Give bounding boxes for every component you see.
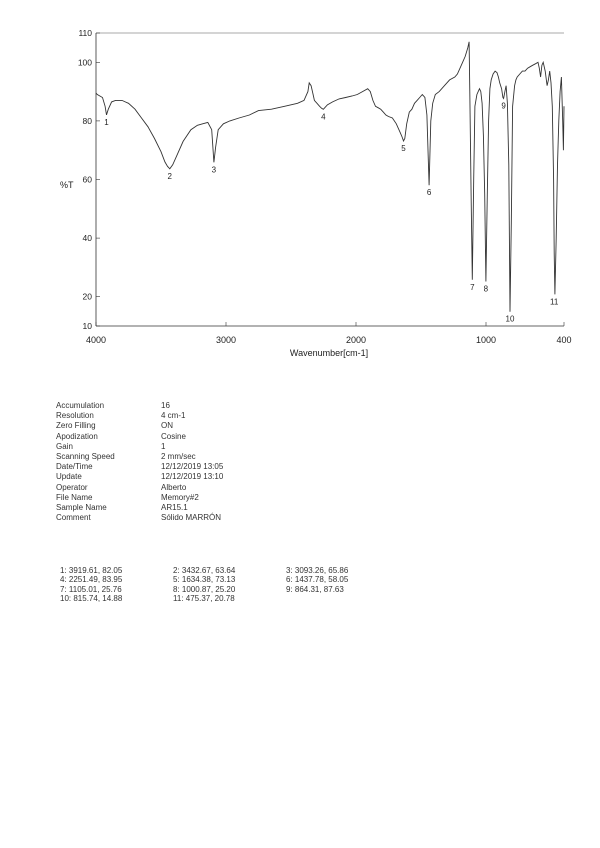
parameter-row — [56, 411, 223, 421]
peak-list-item: 3: 3093.26, 65.86 — [286, 566, 349, 575]
peak-label: 10 — [505, 314, 515, 324]
y-tick-label: 10 — [82, 321, 92, 331]
peak-labels — [104, 102, 559, 324]
peak-label: 4 — [321, 112, 326, 122]
peak-label: 9 — [501, 101, 506, 111]
chart-ticks — [78, 28, 572, 345]
parameter-label: Accumulation — [56, 401, 105, 410]
peak-list-item: 2: 3432.67, 63.64 — [173, 566, 236, 575]
parameter-row — [56, 452, 223, 462]
y-tick-label: 40 — [82, 233, 92, 244]
x-tick-label: 3000 — [215, 335, 237, 345]
peak-list-item: 7: 1105.01, 25.76 — [60, 584, 122, 594]
parameter-value: ON — [161, 421, 173, 431]
parameter-row — [56, 513, 223, 523]
parameter-row — [56, 401, 223, 411]
parameter-value: 1 — [161, 441, 166, 451]
parameter-value: Alberto — [161, 482, 187, 492]
spectrum-line — [96, 42, 564, 312]
peak-list-item: 8: 1000.87, 25.20 — [173, 584, 236, 594]
parameter-row — [56, 421, 223, 431]
peak-table — [60, 566, 399, 603]
peak-list-item: 1: 3919.61, 82.05 — [60, 566, 123, 575]
parameter-row — [56, 442, 223, 452]
parameter-value: AR15.1 — [161, 503, 188, 513]
peak-label: 7 — [470, 282, 475, 292]
parameter-label: Operator — [56, 482, 88, 492]
parameter-value: 4 cm-1 — [161, 411, 186, 421]
parameter-row — [56, 432, 223, 442]
peak-label: 5 — [401, 144, 406, 154]
x-tick-label: 1000 — [475, 335, 497, 345]
y-tick-label: 80 — [82, 115, 92, 126]
peak-list-item — [286, 594, 399, 603]
chart-axes — [96, 33, 564, 326]
parameter-value: Cosine — [161, 431, 186, 441]
parameter-label: Apodization — [56, 431, 98, 441]
peak-list-item: 9: 864.31, 87.63 — [286, 584, 344, 594]
y-tick-label: 100 — [77, 57, 92, 68]
parameter-row — [56, 483, 223, 493]
parameter-value: 12/12/2019 13:10 — [161, 472, 224, 482]
y-axis-label: %T — [60, 180, 74, 190]
peak-label: 8 — [483, 284, 489, 294]
peak-list-item: 4: 2251.49, 83.95 — [60, 575, 123, 585]
parameter-row — [56, 503, 223, 513]
parameter-value: Sólido MARRÓN — [161, 513, 222, 523]
peak-list-item: 5: 1634.38, 73.13 — [173, 575, 236, 585]
x-tick-label: 2000 — [345, 335, 367, 345]
parameter-label: File Name — [56, 492, 93, 502]
parameter-label: Gain — [56, 441, 73, 451]
parameter-row — [56, 472, 223, 482]
y-tick-label: 60 — [82, 174, 92, 185]
x-tick-label: 4000 — [85, 335, 107, 345]
y-tick-label: 20 — [82, 291, 92, 302]
parameter-value: 2 mm/sec — [161, 452, 196, 462]
peak-list-item: 10: 815.74, 14.88 — [60, 593, 123, 603]
x-tick-label: 400 — [556, 335, 572, 345]
parameter-row — [56, 493, 223, 503]
peak-label: 1 — [104, 117, 109, 127]
peak-label: 2 — [167, 171, 172, 181]
x-axis-label: Wavenumber[cm-1] — [289, 348, 369, 358]
parameter-label: Update — [56, 472, 82, 482]
peak-label: 3 — [211, 165, 217, 175]
parameter-value: Memory#2 — [161, 492, 199, 502]
ir-spectrum-chart — [0, 0, 600, 400]
peak-list-item: 11: 475.37, 20.78 — [173, 593, 235, 603]
acquisition-parameters — [56, 401, 223, 523]
parameter-label: Date/Time — [56, 462, 93, 472]
parameter-label: Resolution — [56, 411, 94, 421]
peak-label: 11 — [550, 297, 559, 307]
y-tick-label: 110 — [78, 28, 92, 38]
peak-list-item: 6: 1437.78, 58.05 — [286, 575, 349, 585]
parameter-label: Comment — [56, 513, 91, 523]
parameter-label: Sample Name — [56, 503, 107, 513]
parameter-row — [56, 462, 223, 472]
parameter-value: 12/12/2019 13:05 — [161, 462, 224, 472]
parameter-label: Scanning Speed — [56, 452, 115, 462]
peak-label: 6 — [426, 188, 432, 198]
parameter-value: 16 — [161, 401, 170, 410]
parameter-label: Zero Filling — [56, 421, 96, 431]
